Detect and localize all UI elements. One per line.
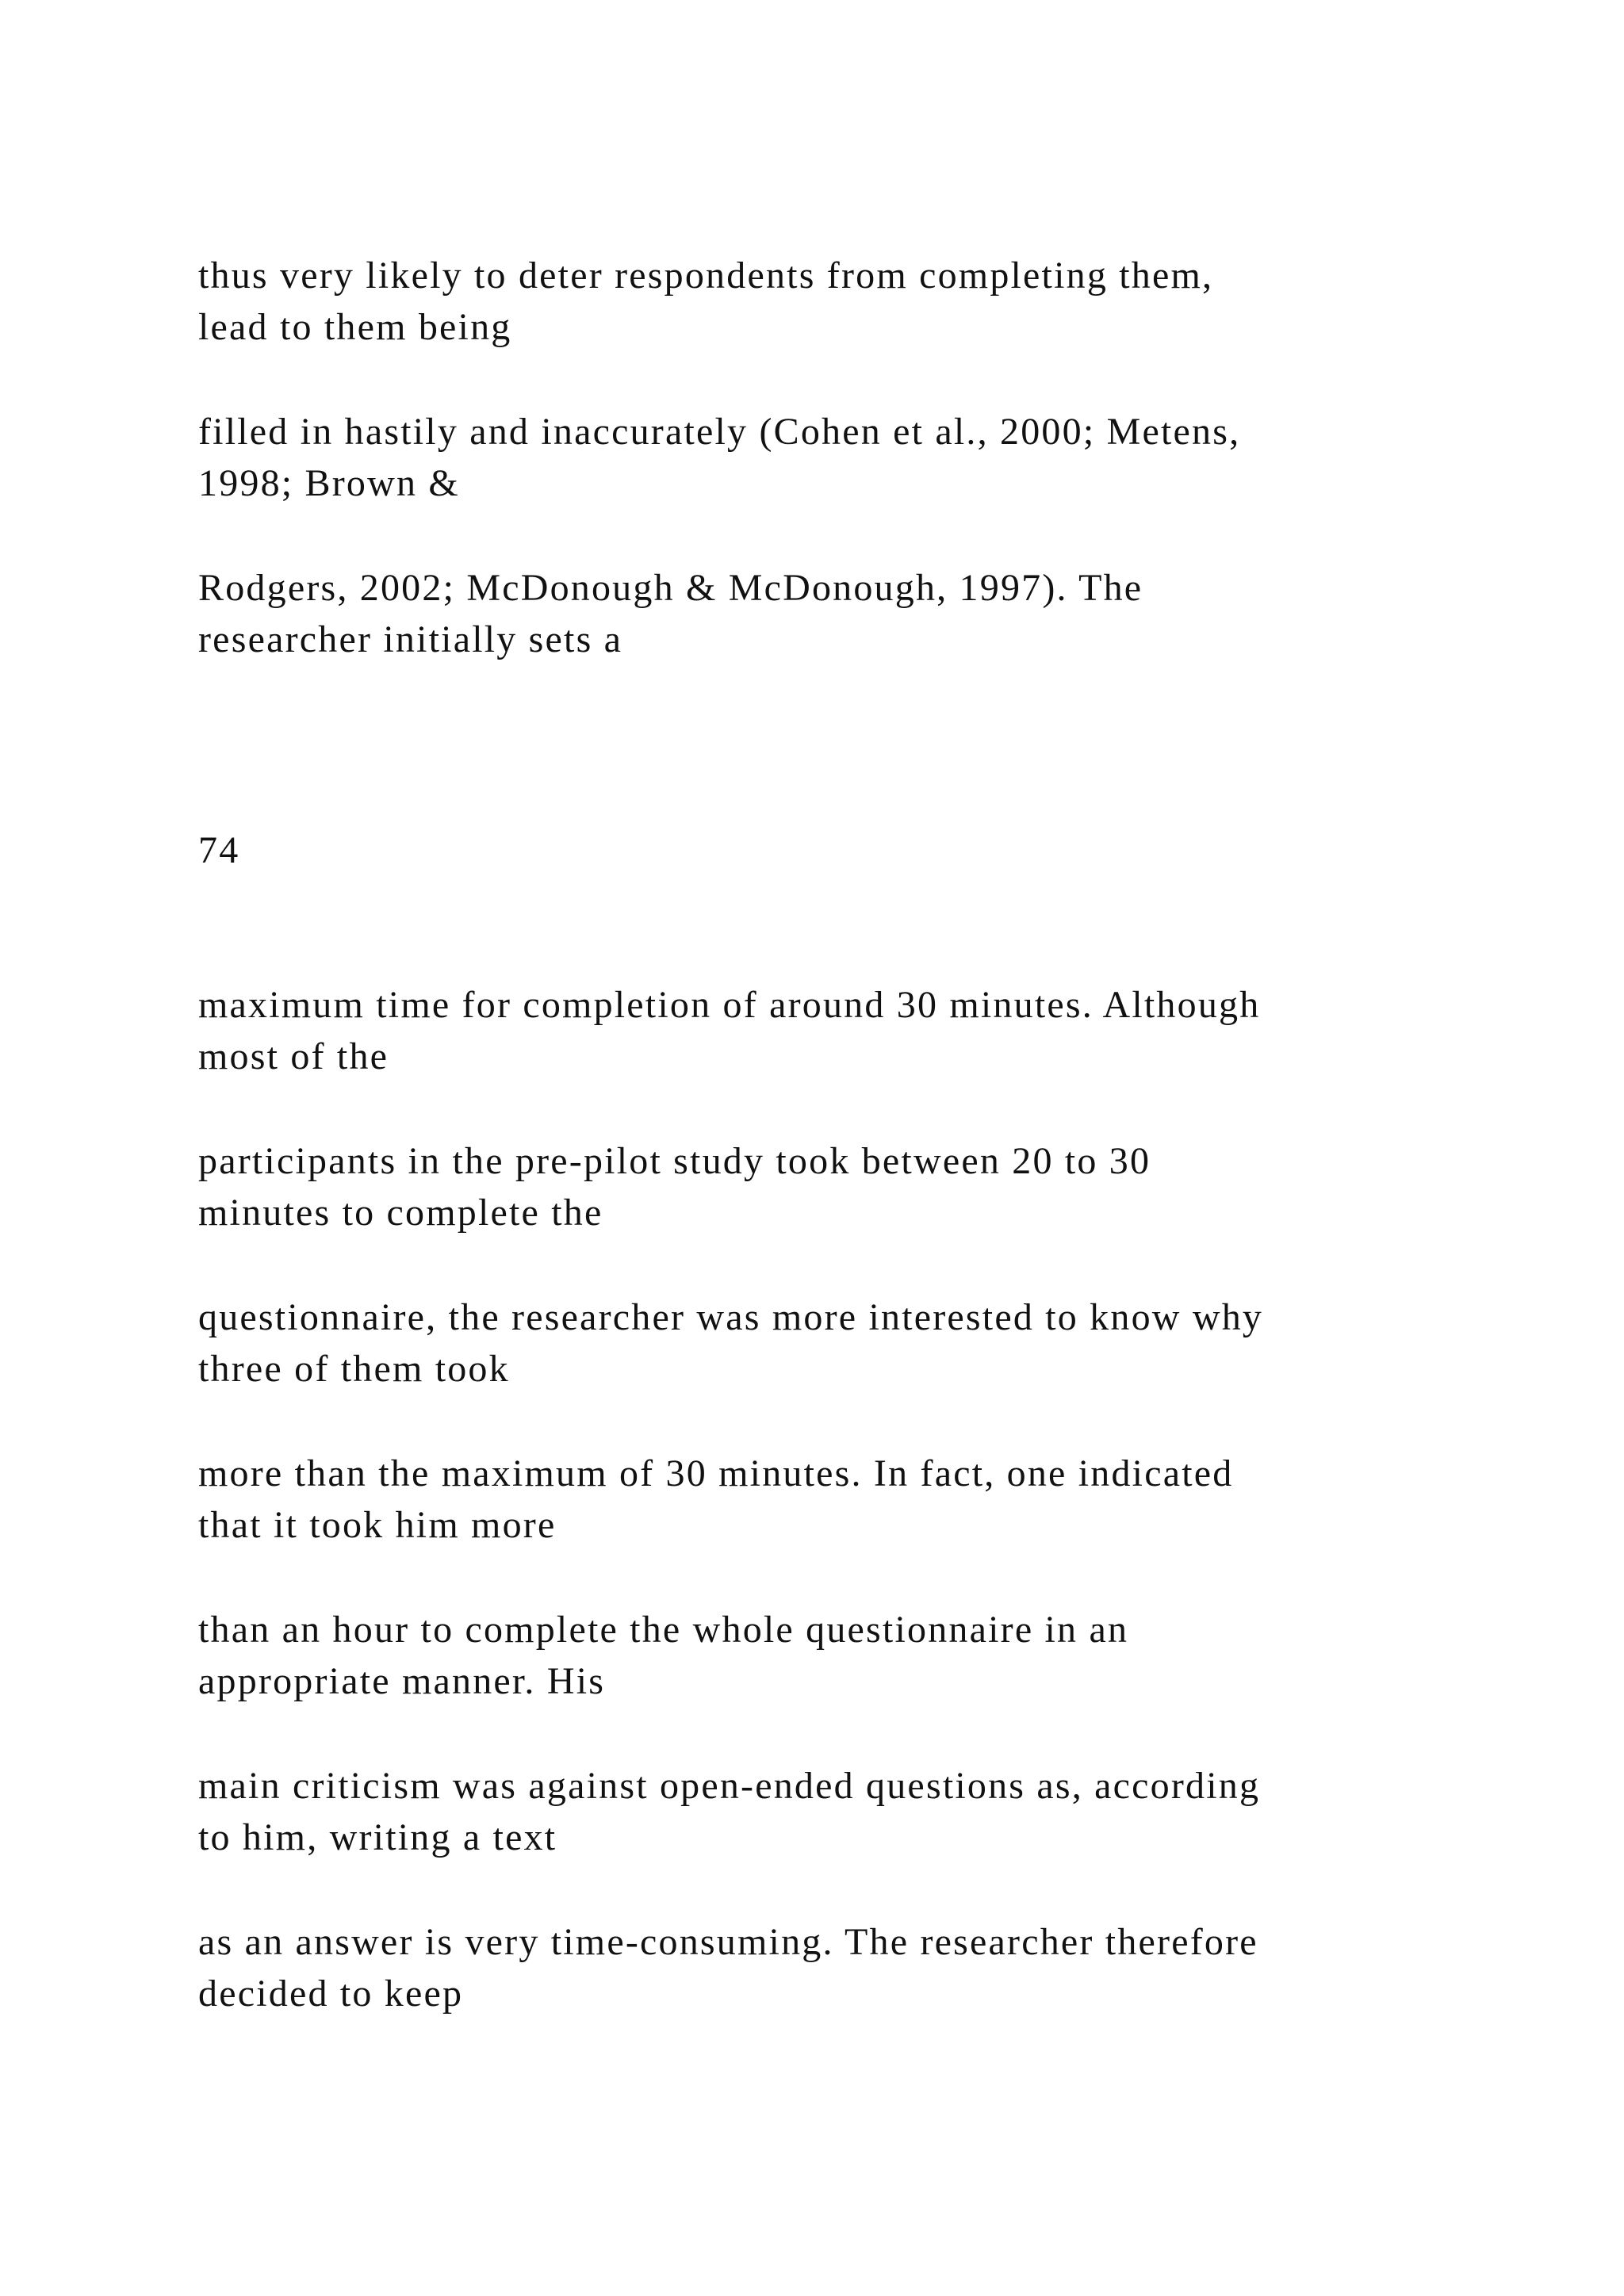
text-line: that it took him more bbox=[198, 1504, 557, 1546]
text-line: thus very likely to deter respondents from completing them, bbox=[198, 254, 1214, 297]
text-line: three of them took bbox=[198, 1348, 510, 1390]
text-line: lead to them being bbox=[198, 306, 512, 348]
text-line: most of the bbox=[198, 1035, 389, 1077]
text-line: participants in the pre-pilot study took between 20 to 30 bbox=[198, 1140, 1151, 1182]
text-line: decided to keep bbox=[198, 1973, 464, 2015]
text-line: as an answer is very time-consuming. The researcher therefore bbox=[198, 1921, 1258, 1963]
text-line: maximum time for completion of around 30 minutes. Although bbox=[198, 984, 1261, 1026]
text-line: filled in hastily and inaccurately (Cohen et al., 2000; Metens, bbox=[198, 411, 1241, 453]
text-line: minutes to complete the bbox=[198, 1192, 603, 1234]
text-line: Rodgers, 2002; McDonough & McDonough, 1997). The bbox=[198, 567, 1143, 609]
text-line: researcher initially sets a bbox=[198, 618, 623, 660]
text-line: to him, writing a text bbox=[198, 1816, 557, 1858]
text-line: 1998; Brown & bbox=[198, 462, 460, 504]
text-line: appropriate manner. His bbox=[198, 1660, 606, 1702]
text-line: more than the maximum of 30 minutes. In fact, one indicated bbox=[198, 1452, 1234, 1494]
page-number: 74 bbox=[198, 829, 240, 871]
text-line: than an hour to complete the whole questionnaire in an bbox=[198, 1609, 1129, 1651]
text-line: questionnaire, the researcher was more interested to know why bbox=[198, 1296, 1264, 1338]
text-line: main criticism was against open-ended questions as, according bbox=[198, 1765, 1261, 1807]
